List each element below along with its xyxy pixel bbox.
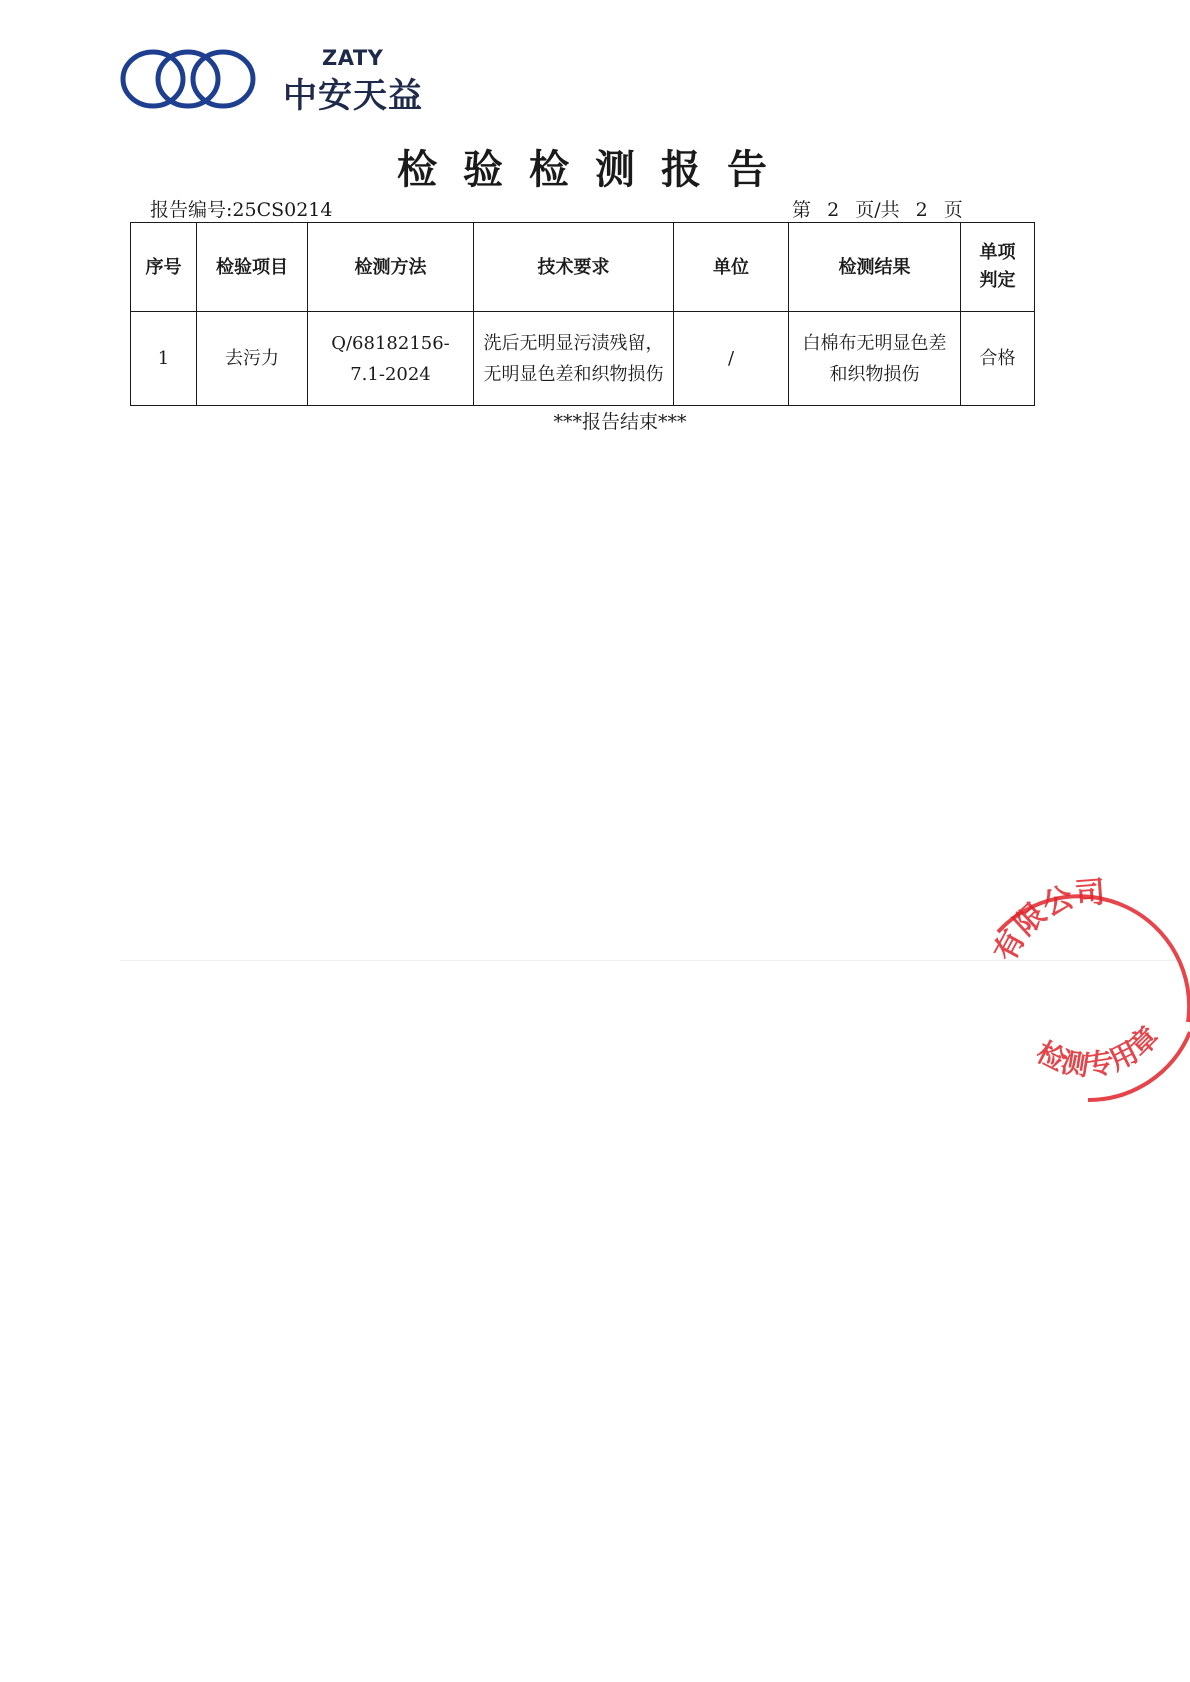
logo-rings-icon [118, 44, 258, 114]
table-cell: / [674, 312, 789, 406]
table-header-row [131, 223, 1035, 312]
report-end-note: ***报告结束*** [553, 411, 687, 433]
page-current: 2 [827, 199, 840, 221]
seal-text-bottom: 检测专用章 [1031, 1019, 1166, 1083]
header-cell: 单项 判定 [961, 223, 1035, 312]
page-title: 检验检测报告 [397, 147, 793, 193]
page-suffix: 页 [943, 199, 963, 221]
header-cell: 检测方法 [308, 223, 474, 312]
table-cell: Q/68182156-7.1-2024 [308, 312, 474, 406]
report-number: 报告编号:25CS0214 [150, 199, 333, 221]
table-row [131, 312, 1035, 406]
page-info [792, 195, 973, 222]
page-mid: 页/共 [855, 199, 900, 221]
page-total: 2 [915, 199, 928, 221]
header-cell: 技术要求 [474, 223, 674, 312]
header-cell: 检测结果 [789, 223, 961, 312]
seal-text-top: 有限公司 [987, 875, 1107, 968]
results-table [130, 222, 1035, 406]
table-cell: 合格 [961, 312, 1035, 406]
logo-text-en: ZATY [322, 46, 384, 70]
header-cell: 序号 [131, 223, 197, 312]
table-cell: 1 [131, 312, 197, 406]
official-seal-stamp [968, 862, 1190, 1112]
table-cell: 去污力 [197, 312, 308, 406]
table-cell: 洗后无明显污渍残留，无明显色差和织物损伤 [474, 312, 674, 406]
page-prefix: 第 [792, 199, 812, 221]
logo-text-cn: 中安天益 [283, 76, 423, 116]
header-cell: 检验项目 [197, 223, 308, 312]
header-cell: 单位 [674, 223, 789, 312]
table-cell: 白棉布无明显色差和织物损伤 [789, 312, 961, 406]
